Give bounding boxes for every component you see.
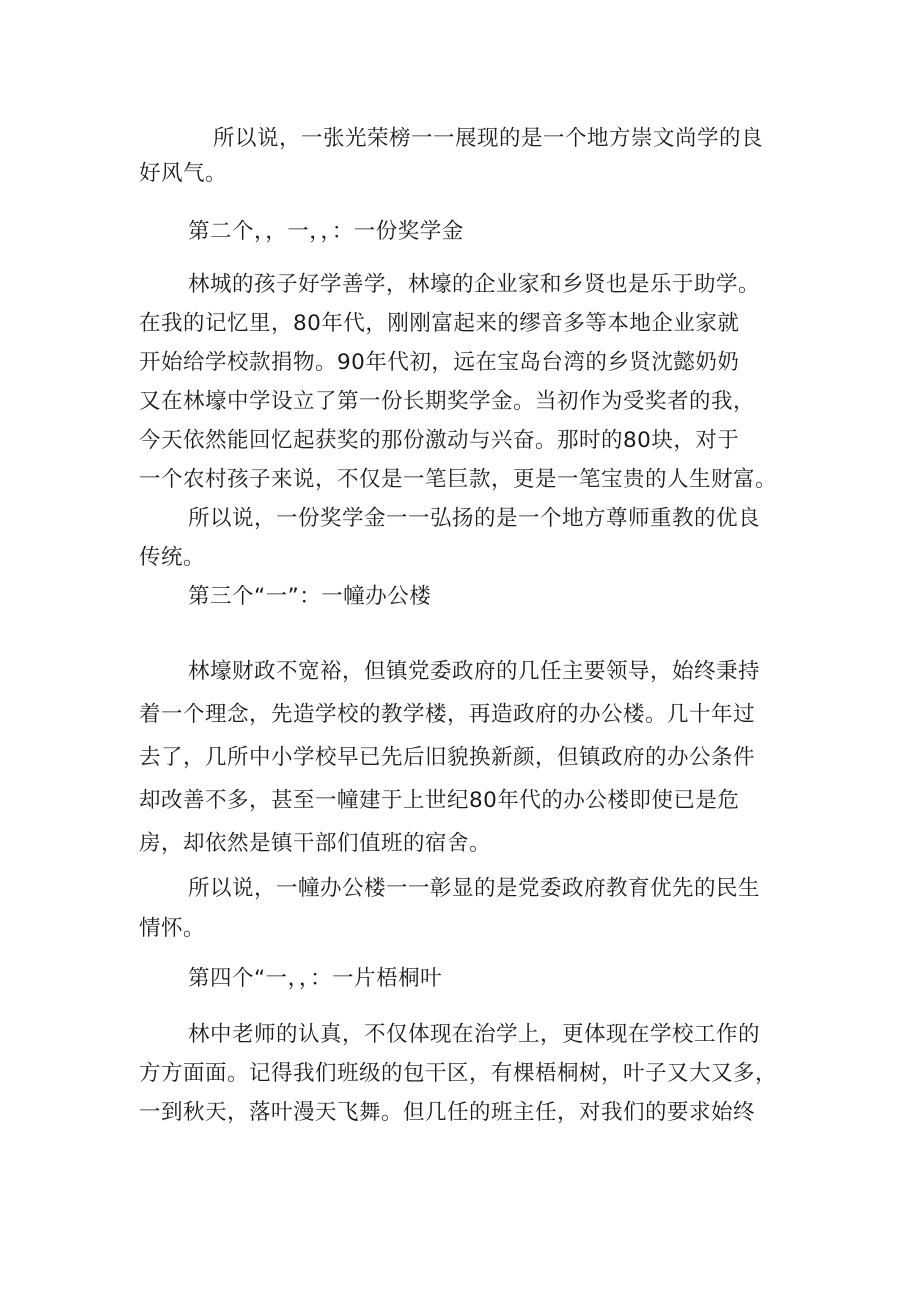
text-block-3 [139,268,784,619]
text-line: 好风气。 [139,160,228,186]
text-line: 所以说，一张光荣榜一一展现的是一个地方崇文尚学的良 [213,126,764,151]
text-block-1 [139,122,784,191]
text-line: 林中老师的认真，不仅体现在治学上，更体现在学校工作的 [188,1022,761,1047]
text-line: 传统。 [139,545,206,570]
text-block-7 [139,1018,784,1135]
text-block-4 [139,655,784,870]
text-line: 一个农村孩子来说，不仅是一笔巨款，更是一笔宝贵的人生财富。 [139,467,778,492]
text-block-2 [139,215,784,250]
text-line: 却改善不多，甚至一幢建于上世纪80年代的办公楼即使已是危 [139,788,740,813]
text-line: 开始给学校款捐物。90年代初，远在宝岛台湾的乡贤沈懿奶奶 [139,350,740,375]
text-line: 在我的记忆里，80年代，刚刚富起来的缪音多等本地企业家就 [139,311,740,336]
section-heading: 第三个“一”：一幢办公楼 [188,584,432,609]
text-line: 林城的孩子好学善学，林壕的企业家和乡贤也是乐于助学。 [188,272,761,297]
text-line: 所以说，一份奖学金一一弘扬的是一个地方尊师重教的优良 [188,506,761,531]
text-line: 方方面面。记得我们班级的包干区，有棵梧桐树，叶子又大又多， [139,1061,778,1086]
section-heading: 第二个，，一，，：一份奖学金 [188,219,464,244]
text-line: 林壕财政不宽裕，但镇党委政府的几任主要领导，始终秉持 [188,659,761,684]
section-heading: 第四个“一，，：一片梧桐叶 [188,966,443,991]
text-line: 今天依然能回忆起获奖的那份激动与兴奋。那时的80块，对于 [139,428,740,453]
text-line: 又在林壕中学设立了第一份长期奖学金。当初作为受奖者的我， [139,389,756,414]
text-line: 房，却依然是镇干部们值班的宿舍。 [139,831,492,856]
text-block-5 [139,872,784,952]
text-line: 情怀。 [139,916,206,941]
text-line: 去了，几所中小学校早已先后旧貌换新颜，但镇政府的办公条件 [139,745,756,770]
text-block-6 [139,962,784,997]
text-line: 一到秋天，落叶漫天飞舞。但几任的班主任，对我们的要求始终 [139,1100,756,1125]
text-line: 着一个理念，先造学校的教学楼，再造政府的办公楼。几十年过 [139,702,756,727]
text-line: 所以说，一幢办公楼一一彰显的是党委政府教育优先的民生 [188,876,761,901]
